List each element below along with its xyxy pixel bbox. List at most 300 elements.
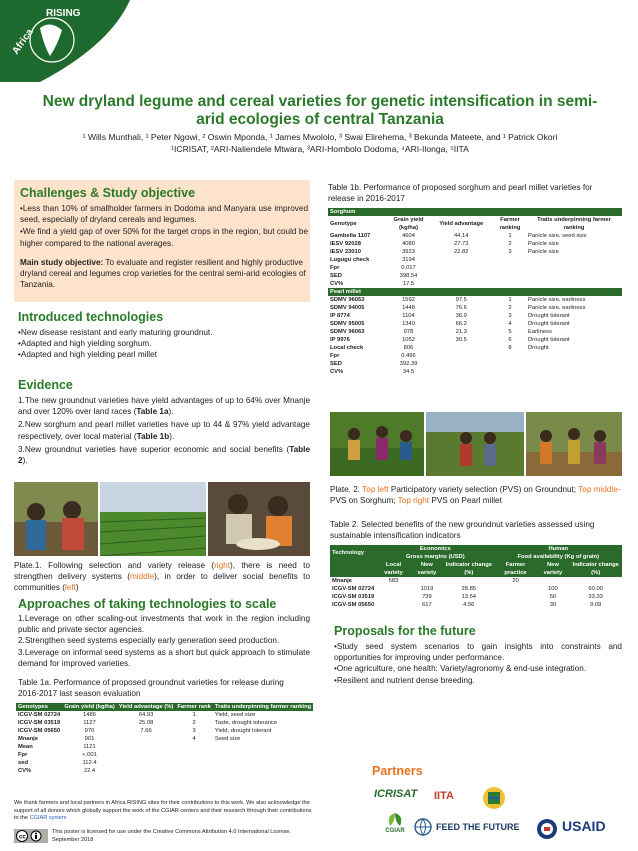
table-cell: 2: [508, 305, 512, 311]
group-label: Gross margins (USD): [406, 554, 465, 560]
evidence-text: ).: [22, 456, 28, 466]
col-header: Yield advantage: [439, 221, 484, 227]
col-subheader: New variety: [537, 561, 570, 577]
table-cell: [213, 759, 313, 767]
table-cell: 1052: [402, 337, 415, 343]
table-cell: Local check: [330, 345, 364, 351]
proposal-item: •One agriculture, one health: Variety/agronomy & end-use integration.: [334, 664, 587, 674]
table-cell: sed: [18, 760, 28, 766]
caption-highlight: left: [64, 583, 76, 593]
table-row: [328, 352, 622, 360]
table-cell: 112.4: [82, 760, 97, 766]
table-cell: 33.33: [588, 594, 603, 600]
table-cell: 20: [512, 578, 519, 584]
evidence-text: ).: [169, 431, 175, 441]
table-cell: 21.3: [455, 329, 467, 335]
license-block: [52, 829, 322, 844]
table-row: [328, 360, 622, 368]
col-subheader: Local variety: [376, 561, 411, 577]
table-cell: [376, 593, 411, 601]
table-cell: <.001: [82, 752, 97, 758]
caption-highlight: Top left: [362, 485, 389, 494]
table-cell: Taste, drought tolerance: [214, 720, 278, 726]
table-cell: Gambella 1107: [330, 233, 371, 239]
table-row: [16, 711, 313, 719]
table-cell: [526, 264, 622, 272]
table-cell: 1019: [420, 586, 434, 592]
table-cell: Drought: [528, 345, 549, 351]
table-row: [328, 320, 622, 328]
cgiar-logo: CGIAR: [385, 828, 405, 834]
table-row: [330, 585, 622, 593]
caption-text: Plate.1. Following selection and variety release (: [14, 561, 215, 570]
introduced-section: [18, 310, 310, 361]
col-header: Grain yield (kg/ha): [393, 217, 424, 231]
evidence-item-2: [18, 419, 310, 441]
table-cell: 1: [192, 712, 196, 718]
challenges-bullet-1: •Less than 10% of smallholder farmers in Dodoma and Manyara use improved seed, especially of dryland cereals and legumes.: [20, 204, 308, 225]
table-cell: 100: [548, 586, 558, 592]
table-cell: 9.09: [590, 602, 602, 608]
evidence-text: 1.The new groundnut varieties have yield advantages of up to 64% over Mnanje and over 120% over land races (: [18, 396, 310, 417]
table-cell: [411, 577, 443, 585]
table-cell: 30.5: [455, 337, 467, 343]
table-cell: 1: [508, 233, 512, 239]
table-cell: [175, 751, 213, 759]
table-row: [328, 232, 622, 240]
table-cell: IESV 92028: [330, 241, 361, 247]
table-cell: [213, 751, 313, 759]
table-cell: ICGV-SM 02724: [18, 712, 61, 718]
table-1a: [16, 703, 313, 775]
col-header: Technology: [330, 545, 376, 561]
cgiar-system-link[interactable]: CGIAR system: [29, 815, 67, 821]
caption-highlight: Top middle-: [578, 485, 621, 494]
caption-text: Participatory variety selection (PVS) on Groundnut;: [388, 485, 579, 494]
col-subheader: New variety: [411, 561, 443, 577]
objective-label: Main study objective:: [20, 257, 104, 267]
section-label: Pearl millet: [328, 288, 622, 296]
group-label: Food availability (Kg of grain): [517, 554, 599, 560]
table-cell: [494, 352, 526, 360]
table-cell: 36.9: [455, 313, 467, 319]
globe-icon: [414, 818, 432, 836]
table-row: [328, 336, 622, 344]
table-cell: 4080: [402, 241, 415, 247]
table-cell: Mean: [18, 744, 33, 750]
table-cell: SDMV 94005: [330, 305, 365, 311]
approach-item: 2.Strengthen seed systems especially early generation seed production.: [18, 636, 280, 646]
table-cell: [526, 256, 622, 264]
table-cell: 27.73: [454, 241, 469, 247]
caption-highlight: Top right: [397, 496, 430, 506]
table-cell: [117, 735, 176, 743]
table-cell: 7.66: [140, 728, 152, 734]
table1b-caption: Table 1b. Performance of proposed sorghum and pearl millet varieties for release in 2016-2017: [328, 183, 593, 204]
table-ref: Table 1b: [136, 431, 170, 441]
plate2-caption: [330, 484, 622, 506]
table-cell: 3: [508, 249, 512, 255]
table-cell: 1121: [83, 744, 96, 750]
table-cell: 0.017: [401, 265, 416, 271]
table-cell: 1448: [402, 305, 415, 311]
section-label: Sorghum: [328, 208, 622, 216]
caption-text: Plate. 2.: [330, 485, 363, 494]
table-cell: Panicle size, seed size: [528, 233, 587, 239]
approaches-heading: Approaches of taking technologies to scale: [18, 597, 277, 611]
table-cell: 22.82: [454, 249, 469, 255]
table-cell: IP 9976: [330, 337, 350, 343]
table-cell: 739: [422, 594, 432, 600]
table-cell: Drought tolerant: [528, 321, 570, 327]
table-cell: 34.5: [402, 369, 415, 375]
license-text: This poster is licensed for use under the Creative Commons Attribution 4.0 International License.: [52, 829, 292, 835]
table-cell: 2: [192, 720, 196, 726]
table-cell: ICGV-SM 03519: [18, 720, 61, 726]
photo-pvs-pearl-millet: [526, 412, 622, 476]
table-cell: [494, 360, 526, 368]
objective-body: To evaluate and register resilient and highly productive dryland cereal and legumes crop varieties for the central semi-arid ecologies of Tanzania.: [20, 257, 306, 290]
table-cell: SDMV 96063: [330, 329, 365, 335]
table-cell: [494, 280, 526, 288]
proposals-heading: Proposals for the future: [334, 624, 476, 638]
authors-block: [30, 131, 610, 155]
table-row: [328, 272, 622, 280]
table-cell: [494, 272, 526, 280]
table-2: [330, 545, 622, 609]
table-cell: Panicle size: [528, 241, 559, 247]
table-cell: [494, 368, 526, 376]
approaches-section: [18, 597, 310, 669]
usaid-logo: USAID: [562, 818, 606, 834]
table-row: [16, 735, 313, 743]
caption-text: ), there is need to strengthen delivery systems (: [14, 561, 311, 582]
table-cell: [175, 767, 213, 775]
evidence-item-1: [18, 395, 310, 417]
table-cell: Drought tolerant: [528, 313, 570, 319]
table-row: [330, 577, 622, 585]
feed-the-future-logo: FEED THE FUTURE: [436, 822, 520, 832]
table1a-caption: Table 1a. Performance of proposed groundnut varieties for release during 2016-2017 last season evaluation: [18, 678, 284, 699]
table-row: [16, 743, 313, 751]
objective-text: [20, 257, 308, 291]
photo-pvs-sorghum: [426, 412, 524, 476]
introduced-item: •New disease resistant and early maturing groundnut.: [18, 328, 213, 337]
photo-community: [14, 482, 98, 556]
table-cell: Panicle size, earliness: [528, 305, 586, 311]
table-cell: 1340: [402, 321, 415, 327]
authors-line: ¹ Wills Munthali, ¹ Peter Ngowi, ² Oswin Mponda, ¹ James Mwololo, ³ Swai Elirehema, ³ Bekunda Mateete, and ¹ Patrick Okori: [82, 132, 558, 142]
table-cell: [443, 577, 495, 585]
iita-logo: IITA: [434, 790, 454, 802]
table2-caption: Table 2. Selected benefits of the new groundnut varieties assessed using sustainable intensification indicators: [330, 520, 595, 541]
table-cell: SED: [330, 273, 342, 279]
table-cell: ICGV-SM 05650: [332, 602, 375, 608]
table-cell: Fpr: [18, 752, 28, 758]
table-cell: 392.39: [399, 361, 418, 367]
table-cell: 806: [403, 345, 414, 351]
proposal-item: •Study seed system scenarios to gain insights into constraints and opportunities for improving under performance.: [334, 642, 622, 663]
col-header: Farmer ranking: [499, 217, 521, 231]
table-cell: 30: [549, 602, 557, 608]
svg-text:cc: cc: [19, 834, 26, 841]
col-header: Farmer rank: [177, 704, 211, 710]
table-cell: [494, 256, 526, 264]
table-row: [328, 304, 622, 312]
introduced-heading: Introduced technologies: [18, 310, 164, 324]
partners-heading: Partners: [372, 764, 423, 778]
table-cell: ICGV-SM 03519: [332, 594, 375, 600]
table-cell: 50: [549, 594, 557, 600]
table-cell: [526, 360, 622, 368]
photo-children: [208, 482, 310, 556]
caption-text: ), in order to deliver social benefits to communities (: [14, 572, 311, 593]
partners-section: [372, 764, 423, 778]
ack-text: We thank farmers and local partners in Africa RISING sites for their contributions to this work. We also acknowledge the support of all donors which globally support the work of the CGIAR centers and their research through their contributions to the: [14, 800, 312, 821]
caption-text: ): [75, 583, 79, 593]
table-row: [328, 280, 622, 288]
table-cell: 4604: [402, 233, 415, 239]
table-cell: Panicle size: [528, 249, 559, 255]
table-cell: 17.5: [402, 281, 415, 287]
table-cell: 22.4: [83, 768, 96, 774]
table-cell: 4.56: [463, 602, 475, 608]
table-cell: [526, 368, 622, 376]
affiliations-line: ¹ICRISAT, ²ARI-Naliendele Mtwara, ³ARI-Hombolo Dodoma, ⁴ARI-Ilonga, ⁵IITA: [171, 144, 469, 154]
evidence-item-3: [18, 444, 310, 466]
table-cell: Mnanje: [332, 578, 352, 584]
table-cell: [175, 743, 213, 751]
table-cell: [429, 264, 494, 272]
col-subheader: Indicator change (%): [443, 561, 495, 577]
table-cell: 3194: [402, 257, 415, 263]
caption-highlight: right: [214, 561, 231, 570]
challenges-section: [20, 186, 308, 290]
cgiar-leaf-icon: [384, 812, 406, 828]
table-row: [330, 601, 622, 609]
col-header: Grain yield (kg/ha): [64, 704, 115, 710]
table-cell: 970: [84, 728, 95, 734]
col-subheader: Indicator change (%): [569, 561, 622, 577]
table-cell: Yield, seed size: [214, 712, 256, 718]
evidence-section: [18, 378, 310, 466]
table-cell: 3923: [402, 249, 415, 255]
table-cell: Fpr: [330, 265, 340, 271]
table-row: [328, 248, 622, 256]
table-cell: 398.54: [399, 273, 418, 279]
table-cell: 25.08: [138, 720, 154, 726]
table-cell: 8: [508, 345, 512, 351]
table-cell: 4: [508, 321, 512, 327]
table-cell: 76.6: [455, 305, 467, 311]
table-cell: Yield, drought tolerant: [214, 728, 272, 734]
introduced-item: •Adapted and high yielding sorghum.: [18, 339, 152, 349]
table-cell: ICGV-SM 05650: [18, 728, 61, 734]
table-cell: [429, 272, 494, 280]
table-cell: 1: [508, 297, 512, 303]
table-cell: [526, 352, 622, 360]
table-cell: CV%: [18, 768, 32, 774]
table-cell: 60.00: [588, 586, 603, 592]
table-cell: SDMV 96053: [330, 297, 365, 303]
table-row: [16, 767, 313, 775]
table-cell: 97.5: [455, 297, 467, 303]
africa-rising-logo: [0, 0, 130, 82]
col-header: Traits underpinning farmer ranking: [214, 704, 312, 710]
table-cell: [117, 759, 176, 767]
table-cell: IP 8774: [330, 313, 350, 319]
col-header: Yield advantage (%): [118, 704, 174, 710]
caption-text: PVS on Pearl millet: [429, 496, 502, 506]
table-cell: CV%: [330, 281, 344, 287]
photo-pvs-groundnut: [330, 412, 424, 476]
col-subheader: Farmer practice: [495, 561, 537, 577]
table-cell: 3: [508, 313, 512, 319]
table-subheader-row: [330, 561, 622, 577]
col-header: Genotypes: [16, 703, 62, 711]
table-cell: ICGV-SM 02724: [332, 586, 375, 592]
table-cell: Mnanje: [18, 736, 38, 742]
table-cell: [495, 601, 537, 609]
challenges-bullet-2: •We find a yield gap of over 50% for the target crops in the region, but could be higher compared to the national averages.: [20, 227, 308, 248]
table-ref: Table 1a: [136, 407, 169, 417]
table-cell: [429, 368, 494, 376]
table-cell: [429, 280, 494, 288]
evidence-text: ).: [168, 407, 174, 417]
creative-commons-icon: [14, 829, 48, 843]
proposal-item: •Resilient and nutrient dense breeding.: [334, 675, 475, 685]
table-ref: Table 2: [18, 444, 310, 466]
table-row: [328, 328, 622, 336]
millet-band: [328, 288, 622, 296]
table-row: [16, 719, 313, 727]
table-cell: [495, 585, 537, 593]
table-row: [328, 368, 622, 376]
table-row: [330, 593, 622, 601]
table-cell: Fpr: [330, 353, 340, 359]
table-cell: 2: [508, 241, 512, 247]
table-cell: 0.496: [401, 353, 416, 359]
table-cell: [494, 264, 526, 272]
table-cell: 1486: [83, 712, 96, 718]
table-cell: [117, 751, 176, 759]
table-1b: [328, 208, 622, 376]
table-cell: IESV 23010: [330, 249, 361, 255]
table-cell: 617: [422, 602, 432, 608]
table-cell: SDMV 95005: [330, 321, 365, 327]
usaid-seal-icon: [536, 818, 558, 840]
introduced-item: •Adapted and high yielding pearl millet: [18, 350, 157, 360]
col-header: Genotype: [330, 221, 357, 227]
table-header-row: [328, 216, 622, 232]
evidence-text: 3.New groundnut varieties have superior economic and social benefits (: [18, 444, 290, 454]
table-cell: [117, 767, 176, 775]
col-header: Traits underpinning farmer ranking: [537, 217, 611, 231]
table-cell: Earliness: [528, 329, 552, 335]
icrisat-logo: ICRISAT: [374, 788, 418, 800]
approach-item: 3.Leverage on informal seed systems as a short but quick approach to stimulate demand for improved varieties.: [18, 647, 310, 668]
table-header-row: [330, 545, 622, 561]
proposals-section: [334, 624, 622, 686]
col-header: [495, 545, 622, 561]
caption-highlight: middle: [129, 572, 155, 582]
table-cell: CV%: [330, 369, 344, 375]
table-cell: 64.93: [138, 712, 154, 718]
table-cell: 66.2: [455, 321, 467, 327]
table-cell: 1592: [402, 297, 415, 303]
table-cell: 583: [388, 578, 399, 584]
table-row: [16, 727, 313, 735]
table-cell: [376, 585, 411, 593]
table-cell: 1104: [402, 313, 415, 319]
table-cell: [537, 577, 570, 585]
svg-text:Africa: Africa: [10, 27, 36, 57]
table-cell: SED: [330, 361, 342, 367]
table-cell: 28.85: [461, 586, 477, 592]
col-header: [376, 545, 494, 561]
table-cell: [526, 272, 622, 280]
table-cell: Seed size: [214, 736, 241, 742]
table-cell: [175, 759, 213, 767]
table-cell: [526, 280, 622, 288]
date-text: September 2018: [52, 836, 94, 843]
table-cell: 4: [192, 736, 196, 742]
table-cell: 6: [508, 337, 512, 343]
table-cell: 1127: [83, 720, 96, 726]
challenges-heading: Challenges & Study objective: [20, 186, 196, 200]
table-cell: 44.14: [454, 233, 469, 239]
table-cell: [429, 256, 494, 264]
table-cell: 3: [192, 728, 196, 734]
table-cell: 5: [508, 329, 512, 335]
photo-field: [100, 482, 206, 556]
table-cell: 901: [84, 736, 95, 742]
table-header-row: [16, 703, 313, 711]
table-cell: Panicle size, earliness: [528, 297, 586, 303]
table-cell: 978: [403, 329, 414, 335]
sorghum-band: [328, 208, 622, 216]
table-row: [328, 264, 622, 272]
table-cell: [569, 577, 622, 585]
approach-item: 1.Leverage on other scaling-out investments that work in the region including public and private sector agencies.: [18, 614, 310, 635]
table-row: [328, 296, 622, 304]
table-cell: [213, 743, 313, 751]
evidence-text: 2.New sorghum and pearl millet varieties have up to 44 & 97% yield advantage respectively, over local material (: [18, 420, 310, 441]
table-row: [328, 312, 622, 320]
plate1-caption: [14, 560, 310, 594]
svg-text:RISING: RISING: [46, 8, 81, 19]
table-row: [16, 759, 313, 767]
group-label: Economics: [419, 546, 451, 552]
table-cell: [117, 743, 176, 751]
group-label: Human: [548, 546, 569, 552]
table-cell: Lugugu check: [330, 257, 370, 263]
caption-text: PVS on Sorghum;: [330, 496, 398, 506]
table-cell: Drought tolerant: [528, 337, 570, 343]
table-row: [328, 344, 622, 352]
table-row: [328, 240, 622, 248]
table-cell: [376, 601, 411, 609]
evidence-heading: Evidence: [18, 378, 73, 392]
table-cell: [213, 767, 313, 775]
acknowledgement: [14, 800, 314, 823]
table-cell: [429, 352, 494, 360]
tanzania-coat-of-arms-icon: [482, 786, 506, 810]
table-cell: [429, 344, 494, 352]
table-cell: [429, 360, 494, 368]
table-row: [16, 751, 313, 759]
table-row: [328, 256, 622, 264]
